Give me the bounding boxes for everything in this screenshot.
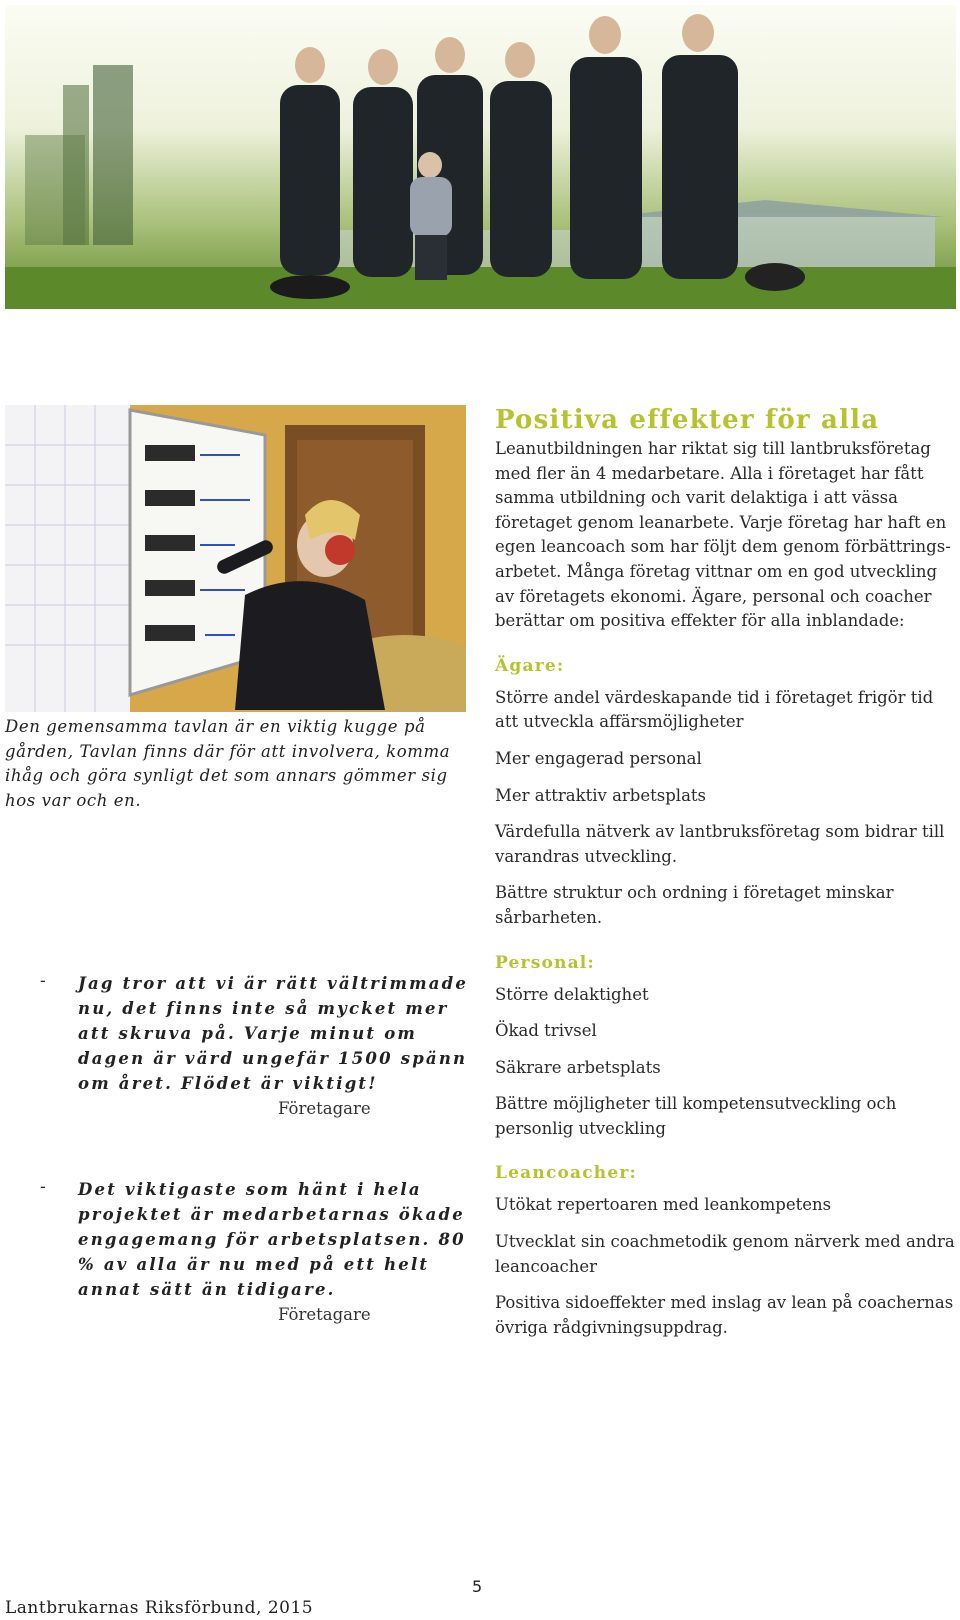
quote-attribution: Företagare [278, 1305, 371, 1324]
list-item: Bättre struktur och ordning i företaget minskar sårbarheten. [495, 883, 894, 927]
section-heading: Ägare: [495, 655, 565, 676]
list-item: Mer attraktiv arbetsplats [495, 785, 707, 805]
list-item: Större delaktighet [495, 984, 649, 1004]
hero-photo-illustration [5, 5, 956, 309]
quote-block [40, 1177, 470, 1327]
quote-dash: - [40, 1177, 46, 1197]
photo-caption: Den gemensamma tavlan är en viktig kugge på gården, Tavlan finns där för att involvera, komma ihåg och göra synligt det som annars gömmer sig hos var och en. [5, 717, 451, 810]
page-number: 5 [472, 1577, 483, 1596]
section-heading: Personal: [495, 952, 595, 973]
list-item: Större andel värdeskapande tid i företaget frigör tid att utveckla affärsmöjligheter [495, 687, 934, 732]
list-item: Ökad trivsel [495, 1021, 597, 1041]
section-heading: Leancoacher: [495, 1163, 638, 1184]
list-item: Utökat repertoaren med leankompetens [495, 1195, 832, 1215]
list-item: Positiva sidoeffekter med inslag av lean på coachernas övriga rådgivningsuppdrag. [495, 1293, 954, 1337]
intro-paragraph: Leanutbildningen har riktat sig till lantbruksföretag med fler än 4 medarbetare. Alla i företaget har fått samma utbildning och varit delaktiga i att vässa företaget genom leanarbete. Varje företag har haft en egen leancoach som har följt dem genom förbättrings-arbetet. Många företag vittnar om en god utveckling av företagets ekonomi. Ägare, personal och coacher berättar om positiva effekter för alla inblandade: [495, 439, 951, 631]
quote-text: Det viktigaste som hänt i hela projektet är medarbetarnas ökade engagemang för arbetsplatsen. 80 % av alla är nu med på ett helt annat sätt än tidigare. [78, 1180, 466, 1299]
whiteboard-photo-illustration [5, 405, 466, 712]
quote-dash: - [40, 971, 46, 991]
footer-organization: Lantbrukarnas Riksförbund, 2015 [5, 1598, 314, 1618]
quote-text: Jag tror att vi är rätt vältrimmade nu, det finns inte så mycket mer att skruva på. Varje minut om dagen är värd ungefär 1500 spänn om året. Flödet är viktigt! [78, 974, 469, 1093]
section-staff [495, 951, 955, 1142]
list-item: Säkrare arbetsplats [495, 1057, 661, 1077]
list-item: Bättre möjligheter till kompetensutveckling och personlig utveckling [495, 1094, 897, 1138]
hero-photo-farm-family [5, 5, 956, 309]
quote-block [40, 971, 470, 1121]
quote-attribution: Företagare [278, 1099, 371, 1118]
main-column [495, 403, 955, 1352]
page-title: Positiva effekter för alla [495, 405, 880, 435]
list-item: Värdefulla nätverk av lantbruksföretag som bidrar till varandras utveckling. [495, 822, 945, 866]
list-item: Mer engagerad personal [495, 748, 702, 768]
section-leancoaches [495, 1161, 955, 1340]
list-item: Utvecklat sin coachmetodik genom närverk med andra leancoacher [495, 1232, 955, 1276]
whiteboard-photo [5, 405, 466, 712]
section-owners [495, 654, 955, 931]
